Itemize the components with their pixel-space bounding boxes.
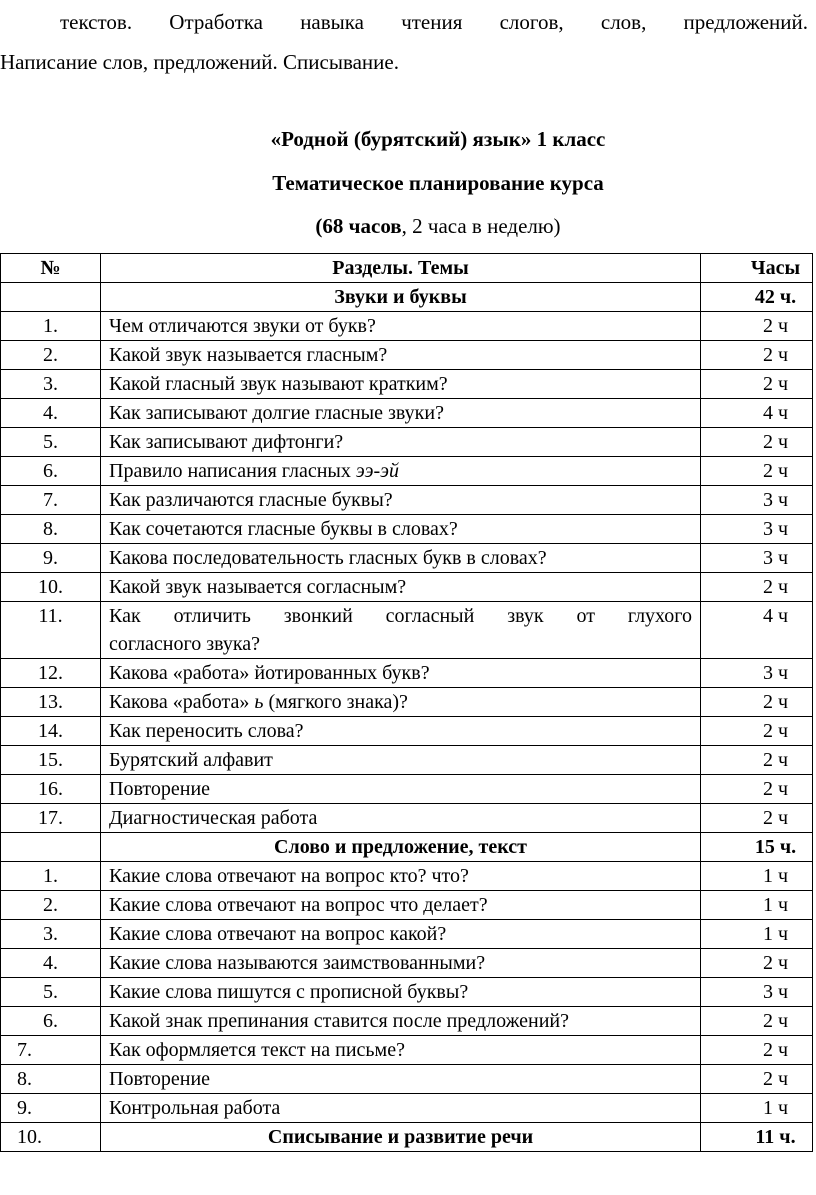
row-hours: 3 ч [701, 515, 813, 544]
section-title: Списывание и развитие речи [101, 1123, 701, 1152]
table-row [1, 515, 813, 544]
table-row [1, 341, 813, 370]
course-hours [0, 214, 816, 239]
course-subtitle: Тематическое планирование курса [272, 171, 604, 195]
row-number: 11. [1, 602, 101, 659]
row-number: 14. [1, 717, 101, 746]
table-row [1, 891, 813, 920]
row-hours: 2 ч [701, 804, 813, 833]
row-hours: 2 ч [701, 746, 813, 775]
row-hours: 1 ч [701, 1094, 813, 1123]
row-topic-text: Правило написания гласных [109, 460, 356, 482]
section-row-word-sentence [1, 833, 813, 862]
row-hours: 3 ч [701, 486, 813, 515]
intro-line-1: текстов. Отработка навыка чтения слогов, слов, предложений. [60, 10, 808, 34]
course-hours-weekly: , 2 часа в неделю) [401, 214, 561, 238]
row-number: 5. [1, 428, 101, 457]
section-hours: 11 ч. [701, 1123, 813, 1152]
row-topic [101, 457, 701, 486]
row-topic: Какой гласный звук называют кратким? [101, 370, 701, 399]
row-topic: Какой звук называется гласным? [101, 341, 701, 370]
row-topic-after: (мягкого знака)? [263, 691, 408, 713]
table-row [1, 949, 813, 978]
row-hours: 2 ч [701, 457, 813, 486]
row-number: 4. [1, 949, 101, 978]
column-header-topics: Разделы. Темы [101, 254, 701, 283]
section-number [1, 833, 101, 862]
row-topic: Какой звук называется согласным? [101, 573, 701, 602]
row-topic: Какие слова отвечают на вопрос что делает? [101, 891, 701, 920]
table-row [1, 775, 813, 804]
table-row [1, 370, 813, 399]
row-number: 6. [1, 1007, 101, 1036]
row-hours: 2 ч [701, 1065, 813, 1094]
row-hours: 2 ч [701, 1036, 813, 1065]
column-header-hours: Часы [701, 254, 813, 283]
row-topic: Какова последовательность гласных букв в словах? [101, 544, 701, 573]
row-hours: 3 ч [701, 978, 813, 1007]
row-hours: 2 ч [701, 775, 813, 804]
table-row [1, 978, 813, 1007]
row-number: 1. [1, 312, 101, 341]
row-number: 7. [1, 486, 101, 515]
table-row [1, 746, 813, 775]
table-row [1, 1065, 813, 1094]
row-topic: Бурятский алфавит [101, 746, 701, 775]
course-title: «Родной (бурятский) язык» 1 класс [270, 127, 606, 151]
row-hours: 2 ч [701, 717, 813, 746]
row-hours: 2 ч [701, 949, 813, 978]
row-hours: 2 ч [701, 341, 813, 370]
row-number: 3. [1, 370, 101, 399]
row-topic: Как оформляется текст на письме? [101, 1036, 701, 1065]
row-number: 2. [1, 341, 101, 370]
row-number: 12. [1, 659, 101, 688]
row-topic: Как записывают дифтонги? [101, 428, 701, 457]
row-hours: 2 ч [701, 573, 813, 602]
row-topic: Какие слова называются заимствованными? [101, 949, 701, 978]
row-hours: 4 ч [701, 602, 813, 659]
row-topic: Какие слова отвечают на вопрос какой? [101, 920, 701, 949]
row-hours: 2 ч [701, 1007, 813, 1036]
table-row [1, 688, 813, 717]
row-topic: Как переносить слова? [101, 717, 701, 746]
row-hours: 2 ч [701, 688, 813, 717]
table-row [1, 659, 813, 688]
section-row-sounds-letters [1, 283, 813, 312]
table-row [1, 717, 813, 746]
row-topic [101, 688, 701, 717]
row-topic-italic: ээ-эй [355, 460, 399, 482]
table-row [1, 312, 813, 341]
row-hours: 2 ч [701, 370, 813, 399]
section-hours: 15 ч. [701, 833, 813, 862]
row-topic: Какие слова пишутся с прописной буквы? [101, 978, 701, 1007]
table-row [1, 399, 813, 428]
section-number: 10. [1, 1123, 101, 1152]
table-row [1, 804, 813, 833]
row-hours: 3 ч [701, 659, 813, 688]
intro-paragraph [0, 2, 808, 82]
table-row [1, 428, 813, 457]
row-hours: 1 ч [701, 920, 813, 949]
row-number: 2. [1, 891, 101, 920]
section-title: Слово и предложение, текст [101, 833, 701, 862]
row-topic: Как различаются гласные буквы? [101, 486, 701, 515]
table-row [1, 920, 813, 949]
row-number: 6. [1, 457, 101, 486]
row-topic-text: Какова «работа» [109, 691, 255, 713]
row-hours: 3 ч [701, 544, 813, 573]
row-topic-line-2: согласного звука? [109, 633, 261, 655]
row-number: 10. [1, 573, 101, 602]
table-row [1, 544, 813, 573]
row-hours: 1 ч [701, 891, 813, 920]
section-number [1, 283, 101, 312]
course-hours-total: (68 часов [315, 214, 402, 238]
row-number: 9. [1, 544, 101, 573]
row-topic: Контрольная работа [101, 1094, 701, 1123]
planning-table [0, 253, 813, 1152]
table-row [1, 573, 813, 602]
row-topic: Как записывают долгие гласные звуки? [101, 399, 701, 428]
row-number: 9. [1, 1094, 101, 1123]
row-topic [101, 602, 701, 659]
table-row [1, 1007, 813, 1036]
row-number: 8. [1, 515, 101, 544]
row-number: 17. [1, 804, 101, 833]
row-number: 16. [1, 775, 101, 804]
section-hours: 42 ч. [701, 283, 813, 312]
intro-line-2: Написание слов, предложений. Списывание. [0, 50, 399, 74]
row-topic-line-1: Как отличить звонкий согласный звук от глухого [109, 605, 692, 627]
row-hours: 4 ч [701, 399, 813, 428]
table-row [1, 486, 813, 515]
table-row [1, 1036, 813, 1065]
table-row [1, 1094, 813, 1123]
row-number: 1. [1, 862, 101, 891]
table-row [1, 602, 813, 659]
row-topic: Повторение [101, 1065, 701, 1094]
table-row [1, 457, 813, 486]
section-row-copying-speech [1, 1123, 813, 1152]
row-topic-italic: ь [254, 691, 264, 713]
row-topic: Какой знак препинания ставится после предложений? [101, 1007, 701, 1036]
row-topic: Повторение [101, 775, 701, 804]
row-topic: Чем отличаются звуки от букв? [101, 312, 701, 341]
section-title: Звуки и буквы [101, 283, 701, 312]
row-number: 3. [1, 920, 101, 949]
row-number: 4. [1, 399, 101, 428]
row-number: 7. [1, 1036, 101, 1065]
row-hours: 1 ч [701, 862, 813, 891]
table-row [1, 862, 813, 891]
row-topic: Какова «работа» йотированных букв? [101, 659, 701, 688]
row-number: 5. [1, 978, 101, 1007]
row-topic: Как сочетаются гласные буквы в словах? [101, 515, 701, 544]
row-hours: 2 ч [701, 428, 813, 457]
column-header-number: № [1, 254, 101, 283]
row-topic: Какие слова отвечают на вопрос кто? что? [101, 862, 701, 891]
row-number: 8. [1, 1065, 101, 1094]
table-header-row [1, 254, 813, 283]
row-topic: Диагностическая работа [101, 804, 701, 833]
row-hours: 2 ч [701, 312, 813, 341]
row-number: 13. [1, 688, 101, 717]
row-number: 15. [1, 746, 101, 775]
